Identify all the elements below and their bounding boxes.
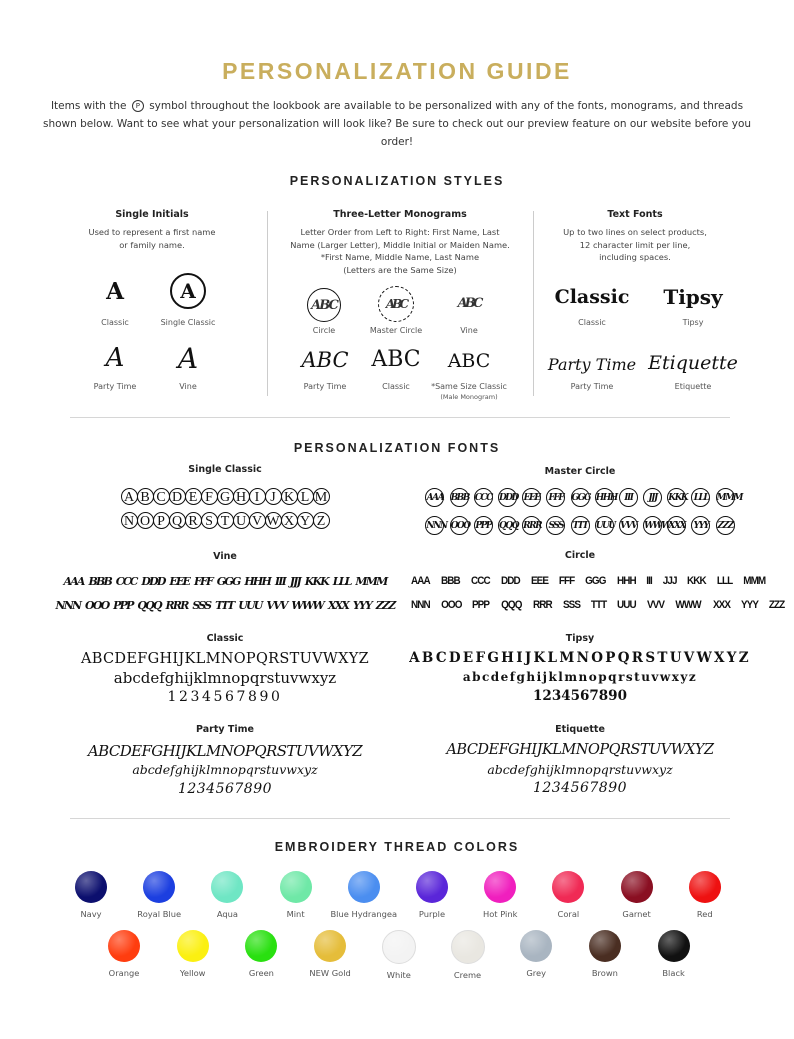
master-circle-monogram-e: EEE bbox=[522, 488, 541, 507]
single-classic-letter-j: J bbox=[265, 488, 282, 505]
etiquette-lowercase: abcdefghijklmnopqrstuvwxyz bbox=[487, 762, 673, 777]
vine-monogram-w: WWW bbox=[291, 599, 324, 612]
sample-tipsy-text: Tipsy bbox=[663, 285, 723, 309]
circle-monogram-n: NNN bbox=[410, 599, 430, 611]
thread-label: Garnet bbox=[622, 909, 651, 919]
label-single-classic: Single Classic bbox=[160, 318, 216, 327]
vine-monogram-l: LLL bbox=[332, 575, 351, 588]
intro-before: Items with the bbox=[50, 100, 127, 112]
styles-heading: PERSONALIZATION STYLES bbox=[289, 174, 505, 188]
sample-party-time-initial: A bbox=[105, 343, 125, 373]
party-time-uppercase: ABCDEFGHIJKLMNOPQRSTUVWXYZ bbox=[87, 742, 363, 760]
sample-classic-initial: A bbox=[106, 278, 124, 305]
label-tipsy-text: Tipsy bbox=[682, 318, 704, 327]
personalize-p-icon: P bbox=[132, 100, 144, 112]
thread-swatch bbox=[552, 871, 584, 903]
label-same-size-classic: *Same Size Classic bbox=[431, 382, 507, 391]
thread-label: Mint bbox=[286, 909, 305, 919]
circle-row-1 bbox=[405, 569, 766, 588]
thread-label: Creme bbox=[453, 970, 482, 980]
circle-monogram-r: RRR bbox=[532, 599, 552, 611]
master-circle-monogram-c: CCC bbox=[474, 488, 493, 507]
single-classic-letter-n: N bbox=[121, 512, 138, 529]
thread-swatch bbox=[484, 871, 516, 903]
single-classic-letter-t: T bbox=[217, 512, 234, 529]
vine-monogram-f: FFF bbox=[193, 575, 212, 588]
master-circle-monogram-i: III bbox=[619, 488, 638, 507]
master-circle-row-1 bbox=[405, 485, 755, 507]
thread-swatch bbox=[211, 871, 243, 903]
thread-label: Hot Pink bbox=[482, 909, 518, 919]
vine-monogram-x: XXX bbox=[327, 599, 349, 612]
thread-label: Coral bbox=[557, 909, 580, 919]
party-time-lowercase: abcdefghijklmnopqrstuvwxyz bbox=[132, 762, 318, 777]
vine-row-1 bbox=[40, 570, 410, 589]
vine-monogram-m: MMM bbox=[355, 575, 387, 588]
thread-label: Yellow bbox=[179, 968, 206, 978]
thread-swatch bbox=[280, 871, 312, 903]
vine-monogram-i: III bbox=[274, 575, 285, 588]
single-initials-desc: Used to represent a first name or family name. bbox=[88, 227, 216, 250]
master-circle-monogram-u: UUU bbox=[595, 516, 614, 535]
sample-circle-monogram: ABC bbox=[304, 288, 344, 322]
circle-monogram-x: XXX bbox=[712, 599, 730, 611]
circle-monogram-m: MMM bbox=[743, 575, 766, 587]
single-classic-letter-z: Z bbox=[313, 512, 330, 529]
circle-monogram-o: OOO bbox=[440, 599, 462, 611]
master-circle-monogram-f: FFF bbox=[546, 488, 565, 507]
thread-label: Brown bbox=[591, 968, 618, 978]
section-divider bbox=[70, 417, 730, 418]
label-master-circle: Master Circle bbox=[369, 326, 423, 335]
single-classic-letter-y: Y bbox=[297, 512, 314, 529]
party-time-digits: 1234567890 bbox=[177, 781, 273, 797]
master-circle-monogram-w: WWW bbox=[643, 516, 662, 535]
circle-monogram-b: BBB bbox=[440, 575, 460, 587]
vine-monogram-n: NNN bbox=[55, 599, 81, 612]
circle-monogram-y: YYY bbox=[740, 599, 758, 611]
vine-row-2 bbox=[40, 594, 410, 613]
single-classic-letter-u: U bbox=[233, 512, 250, 529]
single-classic-letter-q: Q bbox=[169, 512, 186, 529]
thread-label: Purple bbox=[418, 909, 446, 919]
single-classic-row-1 bbox=[50, 486, 400, 505]
vine-monogram-z: ZZZ bbox=[375, 599, 395, 612]
thread-swatch bbox=[177, 930, 209, 962]
thread-color-red bbox=[665, 871, 745, 919]
intro-after: symbol throughout the lookbook are available to be personalized with any of the fonts, monograms, and threads shown below. Want to see what your personalization will look like? Be sure to check out our preview feature on our website before you order! bbox=[42, 100, 752, 148]
master-circle-monogram-j: JJJ bbox=[643, 488, 662, 507]
classic-digits: 1234567890 bbox=[167, 689, 283, 705]
vine-monogram-g: GGG bbox=[216, 575, 240, 588]
label-party-time: Party Time bbox=[93, 382, 137, 391]
thread-swatch bbox=[621, 871, 653, 903]
thread-label: Royal Blue bbox=[137, 909, 182, 919]
master-circle-monogram-p: PPP bbox=[474, 516, 493, 535]
vine-monogram-h: HHH bbox=[244, 575, 271, 588]
circle-font-title: Circle bbox=[564, 550, 596, 561]
etiquette-uppercase: ABCDEFGHIJKLMNOPQRSTUVWXYZ bbox=[446, 742, 714, 758]
vine-monogram-u: UUU bbox=[238, 599, 262, 612]
thread-swatch bbox=[451, 930, 485, 964]
vine-monogram-b: BBB bbox=[88, 575, 111, 588]
classic-font-title: Classic bbox=[206, 633, 244, 644]
sample-etiquette-text: Etiquette bbox=[648, 352, 738, 374]
thread-label: Black bbox=[662, 968, 685, 978]
thread-swatch bbox=[108, 930, 140, 962]
thread-label: Red bbox=[696, 909, 713, 919]
sample-vine-initial: A bbox=[177, 342, 199, 375]
circle-monogram-l: LLL bbox=[716, 575, 733, 587]
classic-lowercase: abcdefghijklmnopqrstuvwxyz bbox=[113, 669, 337, 687]
sample-single-classic: A bbox=[180, 279, 196, 303]
label-male-monogram: (Male Monogram) bbox=[440, 393, 498, 401]
master-circle-monogram-r: RRR bbox=[522, 516, 541, 535]
column-divider bbox=[533, 211, 534, 396]
circle-row-2 bbox=[405, 593, 785, 612]
single-classic-circle bbox=[170, 273, 206, 309]
thread-label: White bbox=[386, 970, 411, 980]
party-time-font-title: Party Time bbox=[196, 724, 254, 735]
master-circle-monogram-d: DDD bbox=[498, 488, 517, 507]
thread-swatch bbox=[589, 930, 621, 962]
vine-monogram-t: TTT bbox=[215, 599, 234, 612]
three-letter-desc: Letter Order from Left to Right: First Name, Last Name (Larger Letter), Middle Initial or Maiden Name. *First Name, Middle Name, Last Name (Letters are the Same Size) bbox=[290, 227, 510, 275]
threads-heading: EMBROIDERY THREAD COLORS bbox=[274, 840, 520, 854]
single-classic-letter-g: G bbox=[217, 488, 234, 505]
single-classic-letter-m: M bbox=[313, 488, 330, 505]
circle-monogram-s: SSS bbox=[562, 599, 580, 611]
label-vine: Vine bbox=[179, 382, 197, 391]
master-circle-monogram-k: KKK bbox=[667, 488, 686, 507]
sample-master-circle-monogram: ABC bbox=[376, 286, 416, 322]
thread-label: Grey bbox=[526, 968, 547, 978]
thread-swatch bbox=[143, 871, 175, 903]
thread-swatch bbox=[658, 930, 690, 962]
vine-font-title: Vine bbox=[213, 551, 237, 562]
circle-monogram-a: AAA bbox=[410, 575, 430, 587]
single-classic-letter-p: P bbox=[153, 512, 170, 529]
vine-monogram-k: KKK bbox=[304, 575, 329, 588]
thread-label: Navy bbox=[80, 909, 102, 919]
master-circle-monogram-n: NNN bbox=[425, 516, 444, 535]
vine-monogram-o: OOO bbox=[85, 599, 109, 612]
vine-monogram-r: RRR bbox=[165, 599, 188, 612]
etiquette-digits: 1234567890 bbox=[532, 780, 628, 796]
circle-monogram-q: QQQ bbox=[500, 599, 522, 611]
single-classic-letter-s: S bbox=[201, 512, 218, 529]
single-classic-letter-d: D bbox=[169, 488, 186, 505]
text-fonts-desc: Up to two lines on select products, 12 character limit per line, including spaces. bbox=[563, 227, 707, 262]
single-classic-letter-i: I bbox=[249, 488, 266, 505]
master-circle-font-title: Master Circle bbox=[544, 466, 616, 477]
sample-classic-text: Classic bbox=[554, 286, 630, 308]
sample-same-size-classic: ABC bbox=[447, 350, 491, 372]
single-classic-letter-c: C bbox=[153, 488, 170, 505]
circle-monogram-f: FFF bbox=[558, 575, 575, 587]
thread-label: NEW Gold bbox=[309, 968, 351, 978]
single-classic-letter-v: V bbox=[249, 512, 266, 529]
circle-monogram-d: DDD bbox=[500, 575, 520, 587]
circle-monogram-u: UUU bbox=[617, 599, 636, 611]
master-circle-monogram-m: MMM bbox=[716, 488, 735, 507]
thread-swatch bbox=[689, 871, 721, 903]
sample-classic-monogram: ABC bbox=[371, 347, 421, 372]
master-circle-monogram-z: ZZZ bbox=[716, 516, 735, 535]
single-initials-title: Single Initials bbox=[115, 209, 189, 220]
text-fonts-title: Text Fonts bbox=[607, 209, 663, 220]
label-circle: Circle bbox=[312, 326, 336, 335]
circle-monogram-c: CCC bbox=[470, 575, 490, 587]
three-letter-title: Three-Letter Monograms bbox=[333, 209, 467, 220]
label-classic-text: Classic bbox=[578, 318, 606, 327]
page-title: PERSONALIZATION GUIDE bbox=[222, 58, 572, 84]
vine-monogram-j: JJJ bbox=[289, 575, 300, 588]
fonts-heading: PERSONALIZATION FONTS bbox=[293, 441, 501, 455]
single-classic-letter-o: O bbox=[137, 512, 154, 529]
thread-swatch bbox=[314, 930, 346, 962]
master-circle-monogram-q: QQQ bbox=[498, 516, 517, 535]
circle-monogram-g: GGG bbox=[585, 575, 606, 587]
circle-monogram-w: WWW bbox=[675, 599, 702, 611]
single-classic-row-2 bbox=[50, 510, 400, 529]
master-circle-row-2 bbox=[405, 513, 755, 535]
single-classic-letter-k: K bbox=[281, 488, 298, 505]
tipsy-lowercase: abcdefghijklmnopqrstuvwxyz bbox=[462, 670, 698, 684]
single-classic-letter-b: B bbox=[137, 488, 154, 505]
circle-monogram-h: HHH bbox=[617, 575, 636, 587]
master-circle-monogram-y: YYY bbox=[691, 516, 710, 535]
master-circle-monogram-g: GGG bbox=[571, 488, 590, 507]
vine-monogram-a: AAA bbox=[63, 575, 84, 588]
circle-monogram-v: VVV bbox=[647, 599, 665, 611]
label-classic: Classic bbox=[101, 318, 129, 327]
master-circle-monogram-a: AAA bbox=[425, 488, 444, 507]
master-circle-monogram-l: LLL bbox=[691, 488, 710, 507]
master-circle-monogram-x: XXX bbox=[667, 516, 686, 535]
sample-party-time-monogram: ABC bbox=[301, 348, 349, 372]
tipsy-uppercase: ABCDEFGHIJKLMNOPQRSTUVWXYZ bbox=[409, 650, 751, 666]
vine-monogram-c: CCC bbox=[115, 575, 137, 588]
thread-swatch bbox=[520, 930, 552, 962]
single-classic-letter-e: E bbox=[185, 488, 202, 505]
thread-swatch bbox=[245, 930, 277, 962]
sample-party-time-text: Party Time bbox=[547, 355, 637, 374]
circle-monogram-t: TTT bbox=[590, 599, 607, 611]
circle-monogram-i: III bbox=[646, 575, 653, 587]
vine-monogram-e: EEE bbox=[169, 575, 190, 588]
thread-swatch bbox=[382, 930, 416, 964]
single-classic-letter-a: A bbox=[121, 488, 138, 505]
label-vine-monogram: Vine bbox=[460, 326, 478, 335]
master-circle-monogram-s: SSS bbox=[546, 516, 565, 535]
master-circle-monogram-b: BBB bbox=[450, 488, 469, 507]
vine-monogram-s: SSS bbox=[192, 599, 211, 612]
circle-monogram-z: ZZZ bbox=[768, 599, 785, 611]
label-party-time-monogram: Party Time bbox=[303, 382, 347, 391]
master-circle-monogram-o: OOO bbox=[450, 516, 469, 535]
single-classic-letter-x: X bbox=[281, 512, 298, 529]
circle-monogram-k: KKK bbox=[687, 575, 706, 587]
label-classic-monogram: Classic bbox=[382, 382, 410, 391]
vine-monogram-p: PPP bbox=[113, 599, 133, 612]
vine-monogram-d: DDD bbox=[141, 575, 165, 588]
section-divider bbox=[70, 818, 730, 819]
circle-monogram-j: JJJ bbox=[662, 575, 677, 587]
thread-swatch bbox=[416, 871, 448, 903]
master-circle-monogram-t: TTT bbox=[571, 516, 590, 535]
single-classic-letter-l: L bbox=[297, 488, 314, 505]
vine-monogram-y: YYY bbox=[352, 599, 372, 612]
sample-vine-monogram: ABC bbox=[457, 295, 481, 311]
intro-text bbox=[40, 97, 754, 151]
single-classic-letter-h: H bbox=[233, 488, 250, 505]
vine-monogram-v: VVV bbox=[266, 599, 287, 612]
circle-monogram-p: PPP bbox=[472, 599, 490, 611]
single-classic-letter-w: W bbox=[266, 514, 280, 529]
column-divider bbox=[267, 211, 268, 396]
master-circle-monogram-h: HHH bbox=[595, 488, 614, 507]
single-classic-font-title: Single Classic bbox=[188, 464, 262, 475]
vine-monogram-q: QQQ bbox=[137, 599, 161, 612]
circle-monogram-e: EEE bbox=[530, 575, 548, 587]
thread-swatch bbox=[75, 871, 107, 903]
label-party-time-text: Party Time bbox=[570, 382, 614, 391]
thread-label: Aqua bbox=[216, 909, 238, 919]
classic-uppercase: ABCDEFGHIJKLMNOPQRSTUVWXYZ bbox=[81, 651, 369, 667]
single-classic-letter-r: R bbox=[185, 512, 202, 529]
tipsy-digits: 1234567890 bbox=[533, 688, 627, 704]
tipsy-font-title: Tipsy bbox=[565, 633, 595, 644]
master-circle-monogram-v: VVV bbox=[619, 516, 638, 535]
thread-color-black bbox=[634, 930, 714, 978]
label-etiquette-text: Etiquette bbox=[674, 382, 712, 391]
thread-label: Blue Hydrangea bbox=[330, 909, 398, 919]
single-classic-letter-f: F bbox=[201, 488, 218, 505]
etiquette-font-title: Etiquette bbox=[555, 724, 605, 735]
thread-label: Orange bbox=[108, 968, 140, 978]
thread-label: Green bbox=[248, 968, 274, 978]
thread-swatch bbox=[348, 871, 380, 903]
